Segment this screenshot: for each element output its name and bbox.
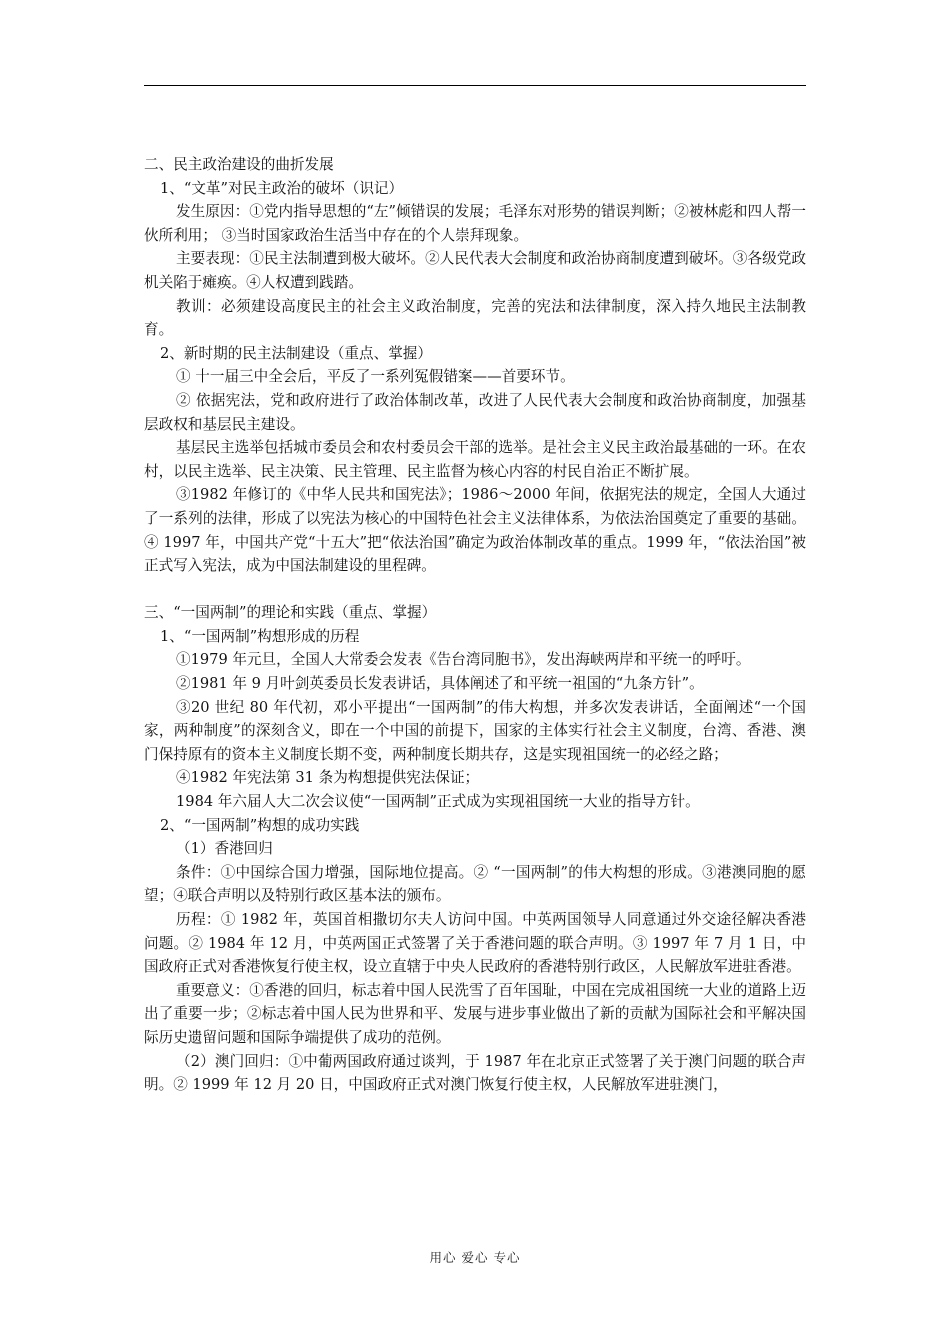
section2-sub2-p2: ② 依据宪法，党和政府进行了政治体制改革，改进了人民代表大会制度和政治协商制度，加强基层政权和基层民主建设。 [144, 391, 806, 433]
section3-sub1-p5: 1984 年六届人大二次会议使“一国两制”正式成为实现祖国统一大业的指导方针。 [176, 793, 700, 811]
hongkong-return-title: （1）香港回归 [176, 840, 273, 858]
section3-sub1-p4: ④1982 年宪法第 31 条为构想提供宪法保证； [176, 769, 480, 787]
section-spacer [144, 578, 806, 602]
section2-sub1-title: 1、“文革”对民主政治的破坏（识记） [160, 179, 404, 197]
section3-sub2-title: 2、“一国两制”构想的成功实践 [160, 816, 360, 834]
section2-heading: 二、民主政治建设的曲折发展 [144, 156, 334, 173]
section2-sub1-cause: 发生原因：①党内指导思想的“左”倾错误的发展；毛泽东对形势的错误判断；②被林彪和四人帮一伙所利用； ③当时国家政治生活当中存在的个人崇拜现象。 [144, 203, 806, 244]
section2-sub2-title: 2、新时期的民主法制建设（重点、掌握） [160, 344, 432, 362]
section3-sub1-p3: ③20 世纪 80 年代初，邓小平提出“一国两制”的伟大构想，并多次发表讲话，全面阐述“一个国家，两种制度”的深刻含义，即在一个中国的前提下，国家的主体实行社会主义制度，台湾、香港、澳门保持原有的资本主义制度长期不变，两种制度长期共存，这是实现祖国统一的必经之路； [144, 698, 806, 763]
hongkong-conditions: 条件：①中国综合国力增强，国际地位提高。② “一国两制”的伟大构想的形成。③港澳同胞的愿望；④联合声明以及特别行政区基本法的颁布。 [144, 863, 806, 905]
section2-sub1-lesson: 教训：必须建设高度民主的社会主义政治制度，完善的宪法和法律制度，深入持久地民主法制教育。 [144, 297, 806, 339]
document-body [144, 153, 806, 1097]
header-rule [144, 85, 806, 86]
macau-return: （2）澳门回归：①中葡两国政府通过谈判，于 1987 年在北京正式签署了关于澳门问题的联合声明。② 1999 年 12 月 20 日，中国政府正式对澳门恢复行使主权，人民解放军进驻澳门， [144, 1052, 806, 1094]
section3-sub1-p1: ①1979 年元旦，全国人大常委会发表《告台湾同胞书》，发出海峡两岸和平统一的呼吁。 [176, 651, 751, 669]
section2-sub2-p4: ③1982 年修订的《中华人民共和国宪法》；1986～2000 年间，依据宪法的规定，全国人大通过了一系列的法律，形成了以宪法为核心的中国特色社会主义法律体系，为依法治国奠定了重要的基础。④ 1997 年，中国共产党“十五大”把“依法治国”确定为政治体制改革的重点。1999 年，“依法治国”被正式写入宪法，成为中国法制建设的里程碑。 [144, 486, 806, 575]
section3-heading: 三、“一国两制”的理论和实践（重点、掌握） [144, 604, 437, 622]
hongkong-significance: 重要意义：①香港的回归，标志着中国人民洗雪了百年国耻，中国在完成祖国统一大业的道路上迈出了重要一步；②标志着中国人民为世界和平、发展与进步事业做出了新的贡献为国际社会和平解决国际历史遗留问题和国际争端提供了成功的范例。 [144, 981, 806, 1046]
section2-sub2-p3: 基层民主选举包括城市委员会和农村委员会干部的选举。是社会主义民主政治最基础的一环。在农村，以民主选举、民主决策、民主管理、民主监督为核心内容的村民自治正不断扩展。 [144, 439, 806, 480]
page-footer: 用心 爱心 专心 [429, 1250, 521, 1265]
section2-sub2-p1: ① 十一届三中全会后，平反了一系列冤假错案——首要环节。 [176, 368, 575, 386]
section3-sub1-title: 1、“一国两制”构想形成的历程 [160, 627, 360, 645]
section2-sub1-manifest: 主要表现：①民主法制遭到极大破坏。②人民代表大会制度和政治协商制度遭到破坏。③各级党政机关陷于瘫痪。④人权遭到践踏。 [144, 250, 806, 291]
section3-sub1-p2: ②1981 年 9 月叶剑英委员长发表讲话，具体阐述了和平统一祖国的“九条方针”。 [176, 675, 704, 693]
hongkong-process: 历程：① 1982 年，英国首相撒切尔夫人访问中国。中英两国领导人同意通过外交途径解决香港问题。② 1984 年 12 月，中英两国正式签署了关于香港问题的联合声明。③ 1997 年 7 月 1 日，中国政府正式对香港恢复行使主权，设立直辖于中央人民政府的香港特别行政区，人民解放军进驻香港。 [144, 911, 806, 976]
